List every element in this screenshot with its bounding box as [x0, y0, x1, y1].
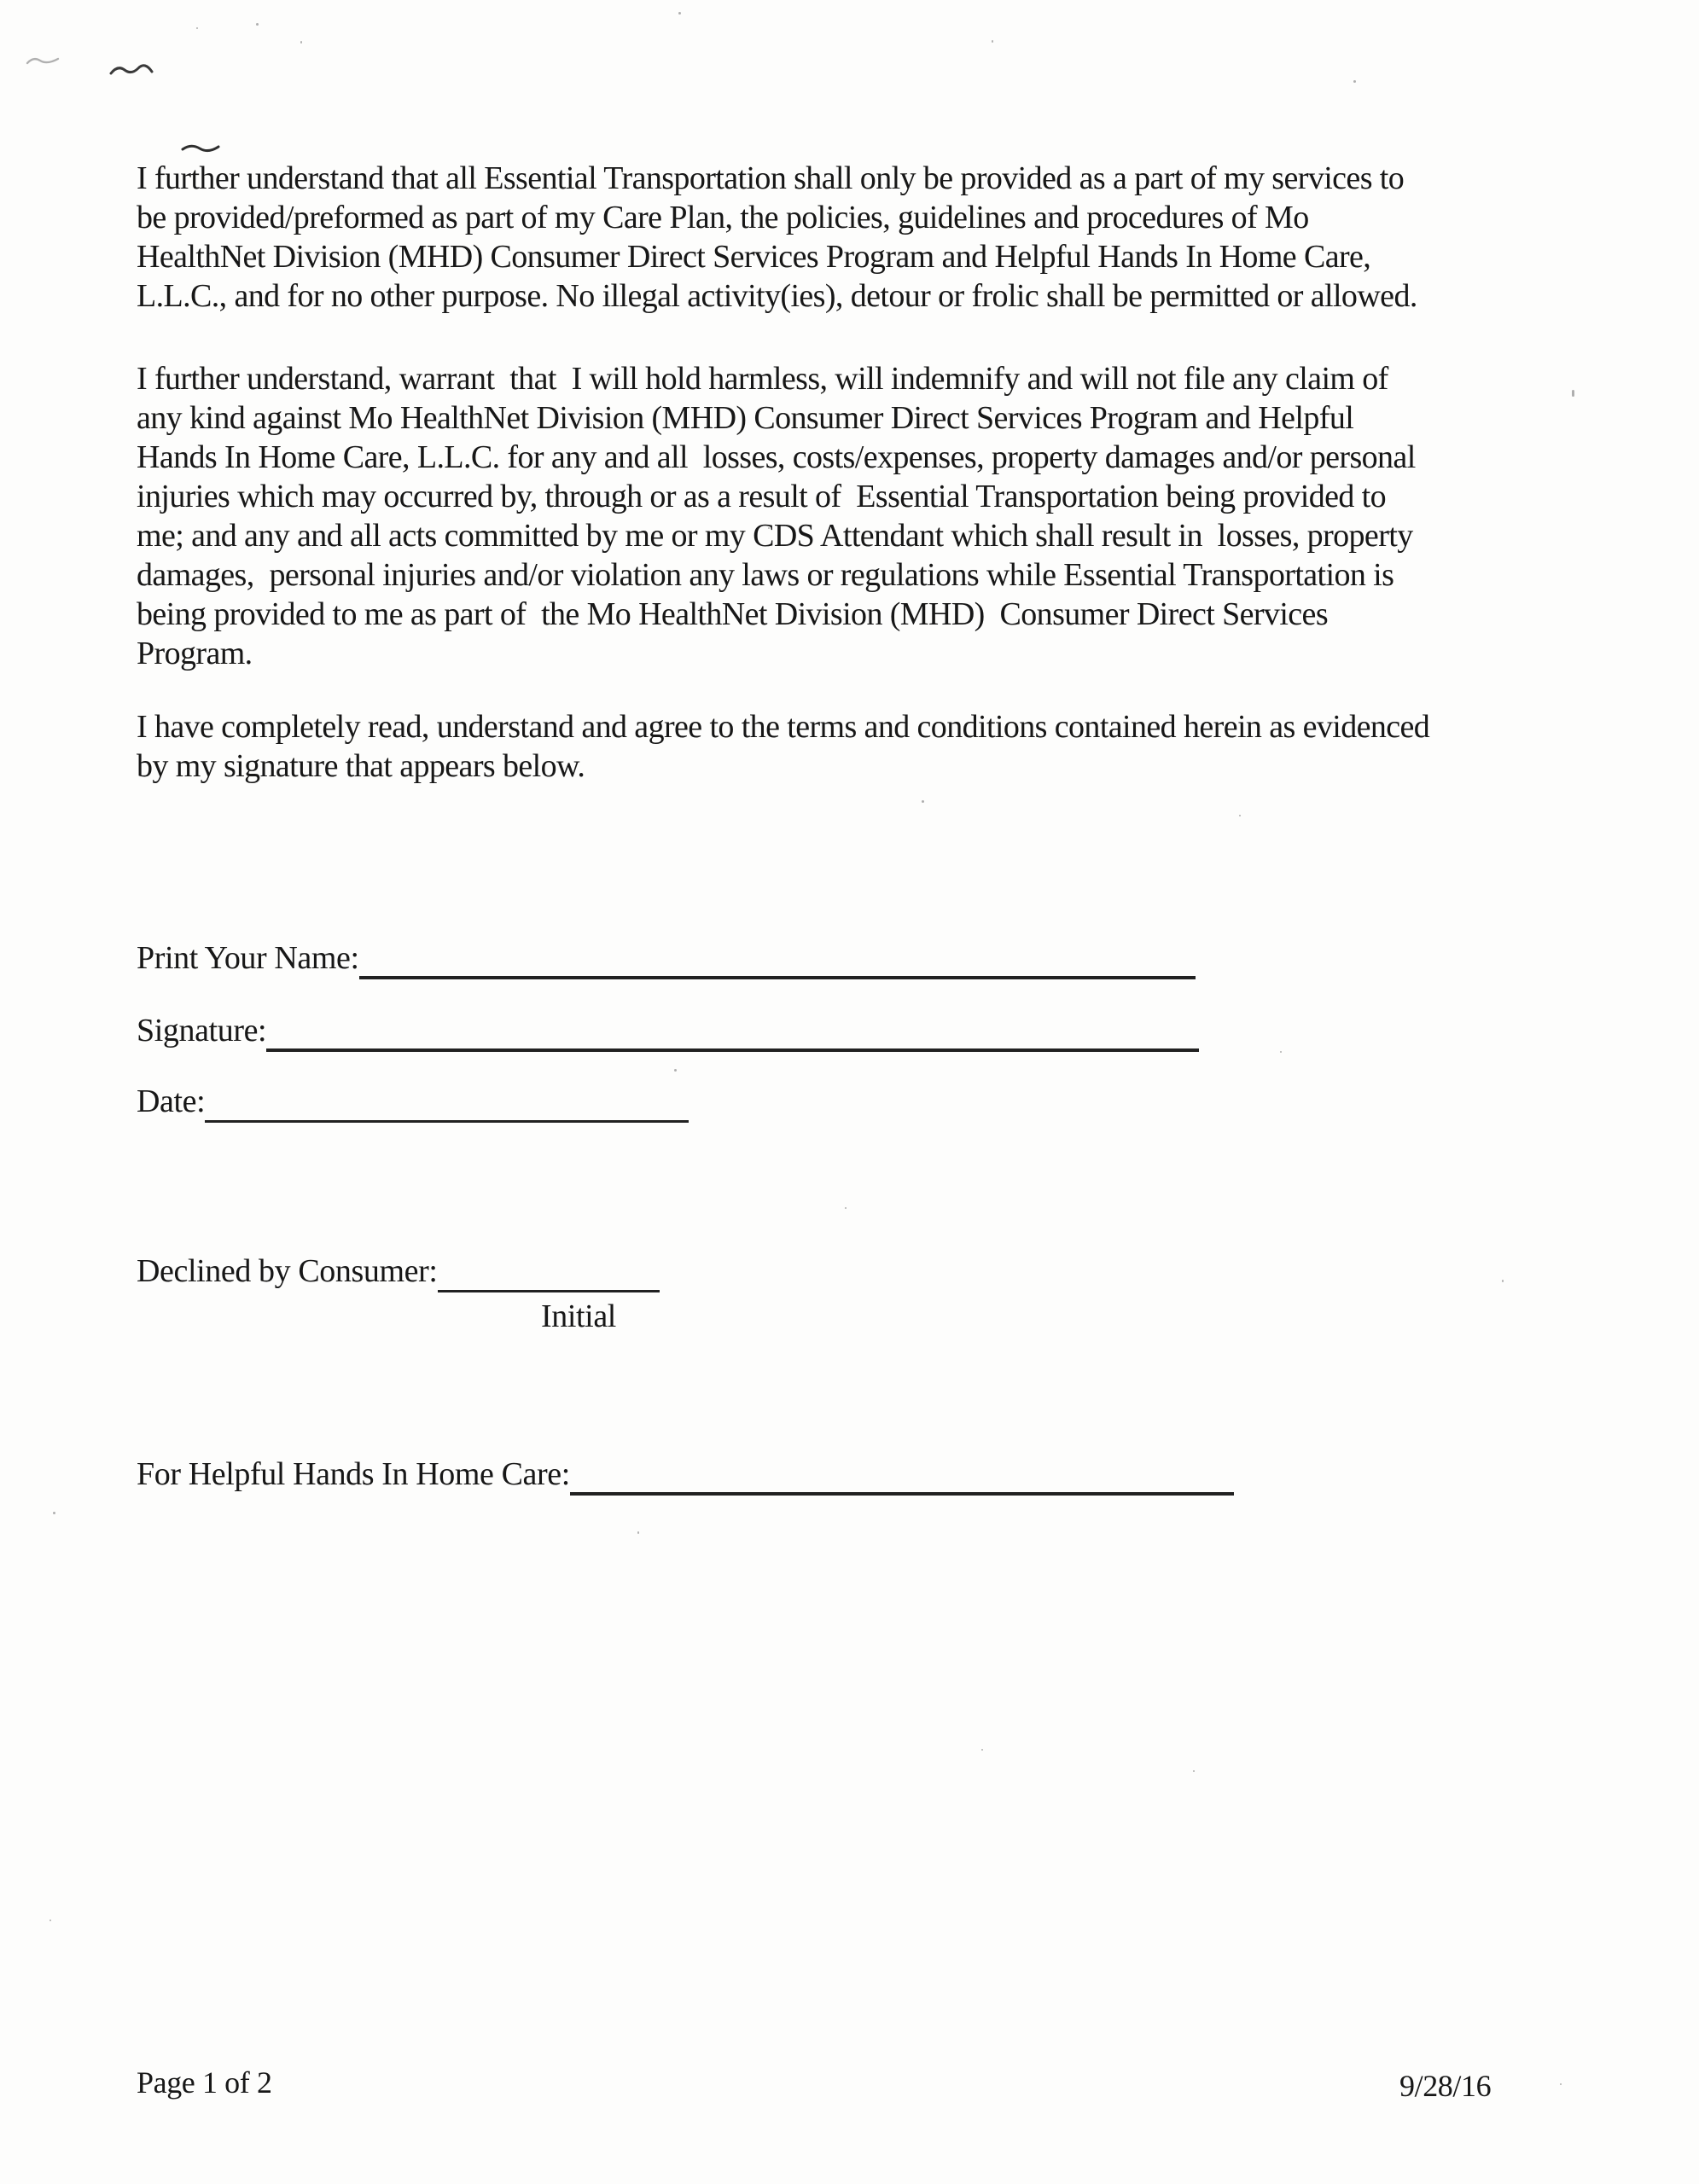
agency-signoff-field: [137, 1455, 1234, 1494]
scan-speck: [1239, 815, 1241, 816]
declined-by-consumer-label: Declined by Consumer:: [137, 1253, 438, 1289]
scan-speck: [256, 23, 259, 26]
paragraph-line: injuries which may occurred by, through or as a result of Essential Transportation being provided to: [137, 479, 1387, 514]
paragraph-line: me; and any and all acts committed by me or my CDS Attendant which shall result in losses, property: [137, 518, 1413, 554]
paragraph-line: I have completely read, understand and agree to the terms and conditions contained herein as evidenced: [137, 709, 1430, 745]
paragraph-essential-transportation-use: [137, 159, 1417, 316]
scan-speck: [1193, 1770, 1195, 1772]
scan-speck: [1502, 1280, 1504, 1282]
agency-blank-line: [570, 1467, 1234, 1496]
date-label: Date:: [137, 1083, 206, 1119]
print-name-field: [137, 938, 1196, 978]
scan-speck: [300, 41, 302, 44]
scan-speck: [1560, 2083, 1562, 2085]
page-number: Page 1 of 2: [137, 2065, 272, 2100]
paragraph-line: being provided to me as part of the Mo HealthNet Division (MHD) Consumer Direct Services: [137, 596, 1329, 632]
paragraph-line: Program.: [137, 636, 253, 671]
paragraph-hold-harmless: [137, 359, 1416, 673]
signature-label: Signature:: [137, 1013, 267, 1048]
scan-speck: [53, 1512, 55, 1514]
declined-by-consumer-field: [137, 1252, 660, 1291]
scan-speck: [1353, 80, 1356, 83]
signature-field: [137, 1011, 1199, 1050]
scan-squiggle: [181, 142, 220, 155]
paragraph-line: by my signature that appears below.: [137, 748, 585, 784]
scan-speck: [922, 800, 924, 803]
scan-squiggle: [26, 53, 60, 68]
paragraph-line: Hands In Home Care, L.L.C. for any and all losses, costs/expenses, property damages and/or personal: [137, 439, 1416, 475]
paragraph-line: be provided/preformed as part of my Care Plan, the policies, guidelines and procedures of Mo: [137, 200, 1309, 235]
scan-speck: [1572, 390, 1574, 397]
declined-initial-blank-line: [438, 1264, 660, 1292]
date-blank-line: [205, 1095, 689, 1123]
paragraph-line: I further understand, warrant that I will hold harmless, will indemnify and will not file any claim of: [137, 361, 1388, 397]
scan-speck: [1280, 1051, 1282, 1053]
paragraph-line: damages, personal injuries and/or violation any laws or regulations while Essential Transportation is: [137, 557, 1394, 593]
scan-speck: [678, 12, 681, 15]
scan-speck: [49, 1920, 51, 1921]
agency-signoff-label: For Helpful Hands In Home Care:: [137, 1456, 570, 1492]
print-name-blank-line: [359, 950, 1196, 979]
paragraph-line: any kind against Mo HealthNet Division (MHD) Consumer Direct Services Program and Helpful: [137, 400, 1354, 436]
scan-squiggle: [109, 61, 154, 80]
declined-initial-sublabel: Initial: [541, 1298, 616, 1334]
paragraph-line: HealthNet Division (MHD) Consumer Direct Services Program and Helpful Hands In Home Care,: [137, 239, 1371, 275]
footer-date: 9/28/16: [1399, 2069, 1492, 2103]
scan-speck: [845, 1207, 847, 1209]
print-name-label: Print Your Name:: [137, 940, 359, 976]
scan-speck: [196, 27, 198, 29]
scan-speck: [674, 1069, 677, 1072]
date-field: [137, 1082, 689, 1121]
paragraph-line: I further understand that all Essential Transportation shall only be provided as a part of my services to: [137, 160, 1405, 196]
scan-speck: [992, 40, 993, 43]
signature-blank-line: [266, 1023, 1199, 1052]
scan-speck: [981, 1749, 983, 1751]
paragraph-line: L.L.C., and for no other purpose. No illegal activity(ies), detour or frolic shall be permitted or allowed.: [137, 278, 1417, 314]
paragraph-agreement-acknowledgement: [137, 707, 1429, 786]
scan-speck: [637, 1531, 639, 1534]
